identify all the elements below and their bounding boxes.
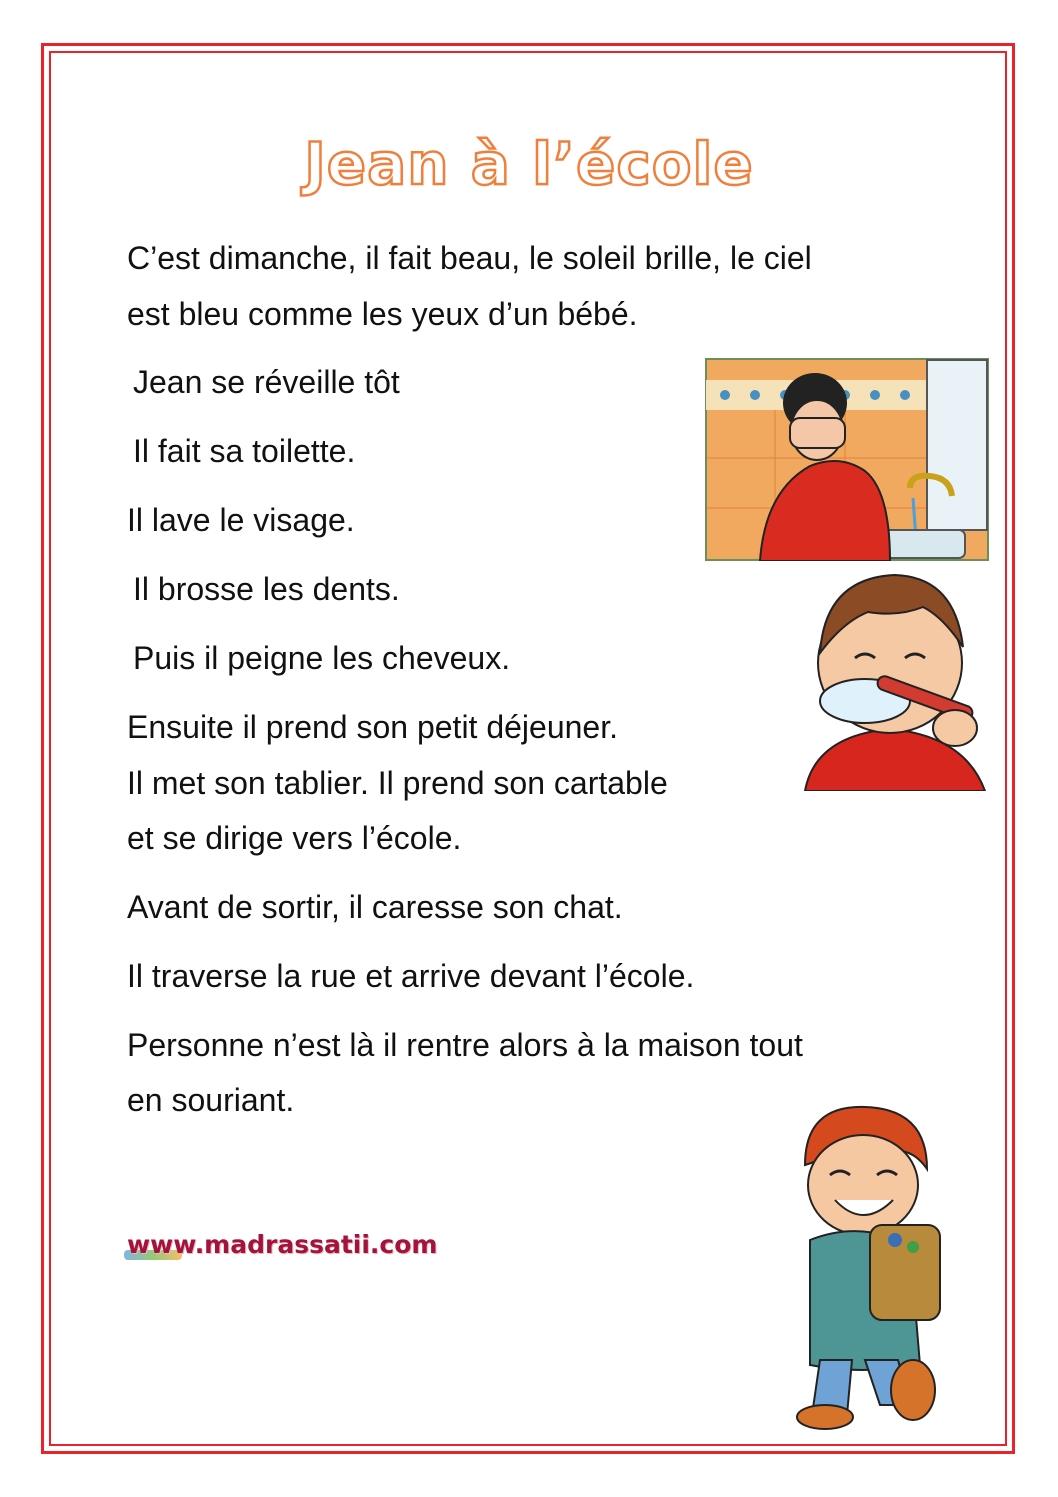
story-line: est bleu comme les yeux d’un bébé. (127, 296, 638, 332)
boy-washing-face-illustration (705, 358, 989, 561)
boy-with-schoolbag-illustration (785, 1105, 960, 1430)
story-title: Jean à l’école (304, 130, 754, 198)
story-line: Il traverse la rue et arrive devant l’école. (127, 958, 695, 994)
story-line: Il brosse les dents. (133, 571, 400, 607)
story-line: Ensuite il prend son petit déjeuner. (127, 709, 618, 745)
story-line: Il fait sa toilette. (133, 433, 356, 469)
story-line: C’est dimanche, il fait beau, le soleil brille, le ciel (127, 240, 812, 276)
story-line: Il met son tablier. Il prend son cartable (127, 765, 668, 801)
story-line: en souriant. (127, 1082, 295, 1118)
story-line: Puis il peigne les cheveux. (133, 640, 511, 676)
boy-brushing-teeth-illustration (785, 573, 1000, 791)
story-line: Personne n’est là il rentre alors à la maison tout (127, 1027, 803, 1063)
story-line: Jean se réveille tôt (133, 364, 400, 400)
story-line: Avant de sortir, il caresse son chat. (127, 889, 623, 925)
story-line: et se dirige vers l’école. (127, 820, 462, 856)
website-link[interactable]: www.madrassatii.com (127, 1230, 438, 1259)
story-line: Il lave le visage. (127, 502, 355, 538)
